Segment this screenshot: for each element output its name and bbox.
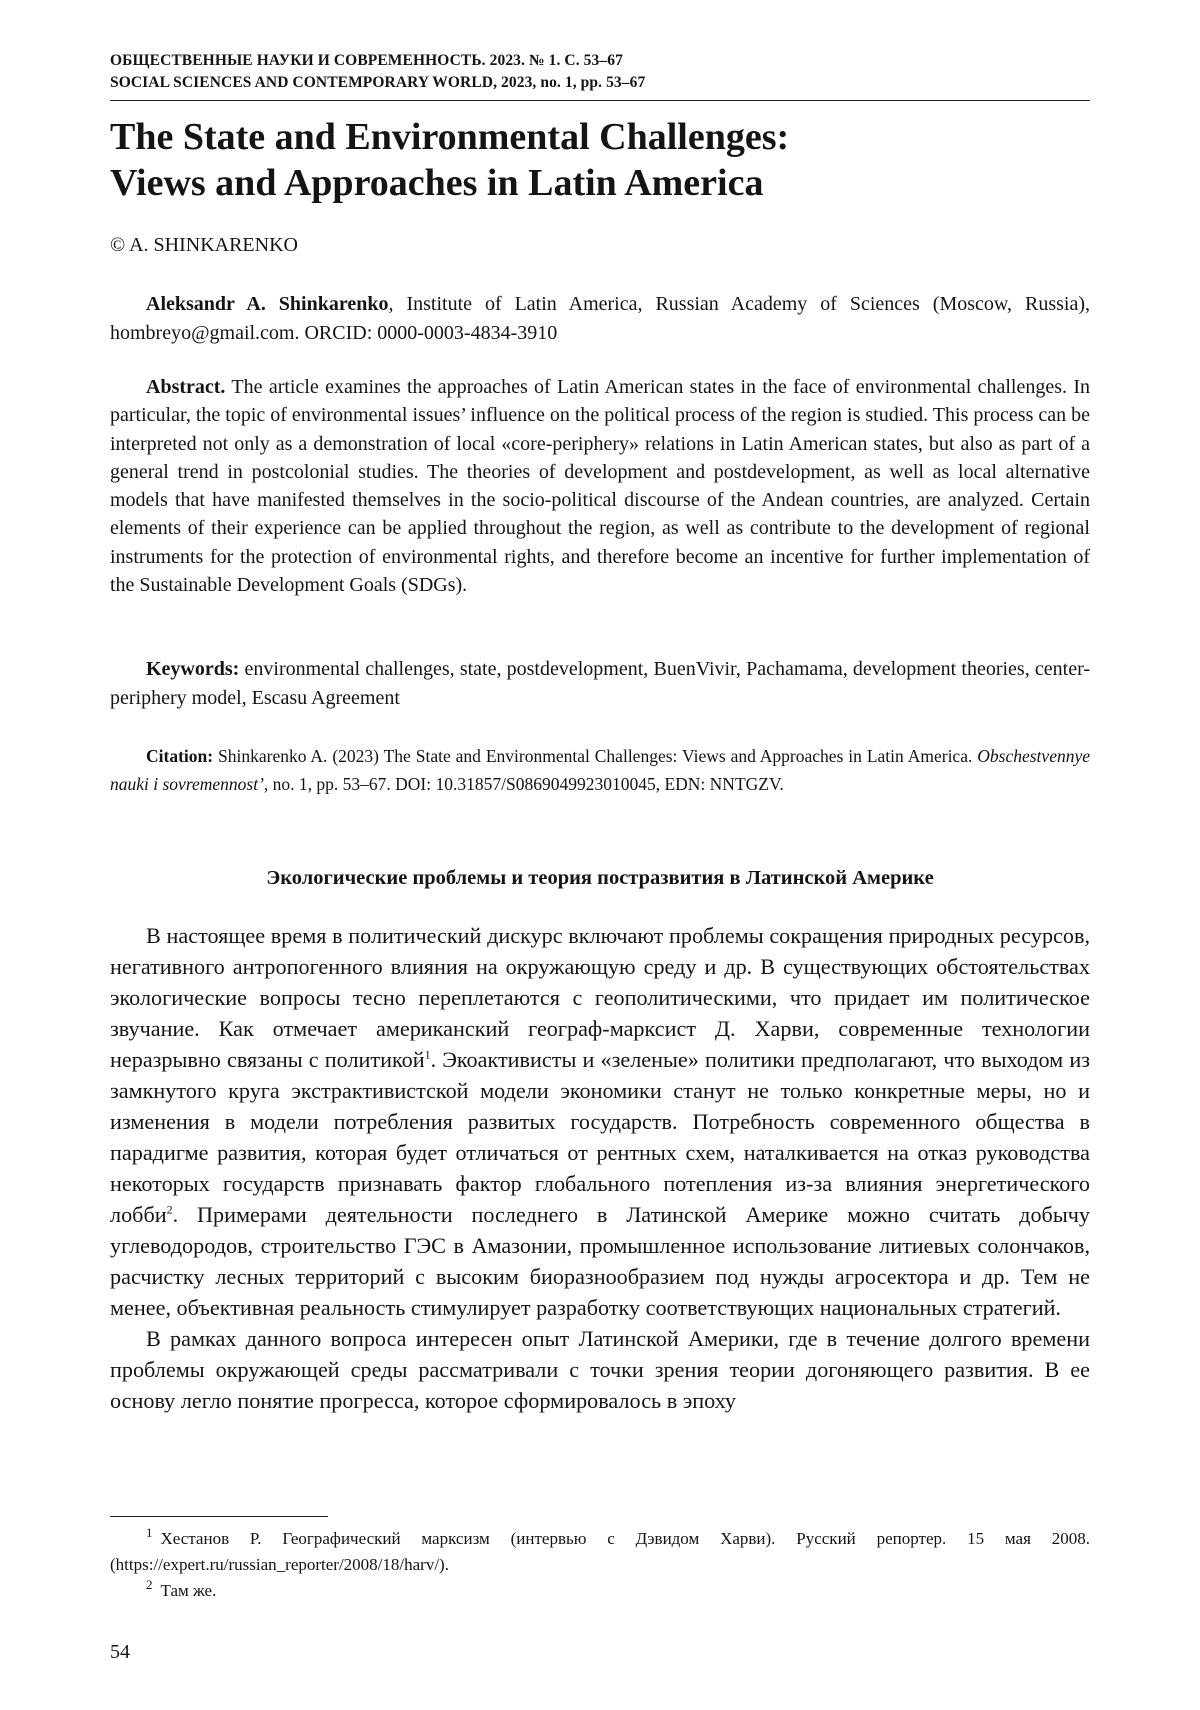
abstract-text: The article examines the approaches of Latin American states in the face of environmental challenges. In particular, the topic of environmental issues’ influence on the political process of the region is studied. This process can be interpreted not only as a demonstration of local «core-periphery» relations in Latin American states, but also as part of a general trend in postcolonial studies. The theories of development and postdevelopment, as well as local alternative models that have manifested themselves in the socio-political discourse of the Andean countries, are analyzed. Certain elements of their experience can be applied throughout the region, as well as contribute to the development of regional instruments for the protection of environmental rights, and therefore become an incentive for further implementation of the Sustainable Development Goals (SDGs).: [110, 376, 1090, 597]
footnote-ref-2[interactable]: 2: [166, 1202, 173, 1217]
keywords: [110, 655, 1090, 712]
journal-header: [110, 50, 1090, 94]
author-name: Aleksandr A. Shinkarenko: [146, 293, 389, 315]
copyright-line: © A. SHINKARENKO: [110, 234, 298, 256]
body-paragraph-1-part-b: . Экоактивисты и «зеленые» политики предполагают, что выходом из замкнутого круга экстрактивистской модели экономики станут не только конкретные меры, но и изменения в модели потребления развитых государств. Потребность современного общества в парадигме развития, которая будет отличаться от рентных схем, наталкивается на отказ руководства некоторых государств признавать фактор глобального потепления из-за влияния энергетического лобби: [110, 1047, 1090, 1227]
author-affiliation: , Institute of Latin America, Russian Academy of Sciences (Moscow, Russia), hombreyo@gmail.com. ORCID: 0000-0003-4834-3910: [110, 293, 1091, 344]
journal-header-en: SOCIAL SCIENCES AND CONTEMPORARY WORLD, 2023, no. 1, pp. 53–67: [110, 74, 646, 91]
keywords-label: Keywords:: [146, 658, 240, 680]
body-paragraph-1: [110, 920, 1090, 1323]
body-paragraph-2: В рамках данного вопроса интересен опыт Латинской Америки, где в течение долгого времени проблемы окружающей среды рассматривали с точки зрения теории догоняющего развития. В ее основу легло понятие прогресса, которое сформировалось в эпоху: [110, 1326, 1090, 1413]
article-title-line-1: The State and Environmental Challenges:: [110, 116, 790, 158]
article-title: [110, 114, 1090, 206]
body-paragraph-1-part-c: . Примерами деятельности последнего в Латинской Америке можно считать добычу углеводородов, строительство ГЭС в Амазонии, промышленное использование литиевых солончаков, расчистку лесных территорий с высоким биоразнообразием под нужды агросектора и др. Тем не менее, объективная реальность стимулирует разработку соответствующих национальных стратегий.: [110, 1202, 1090, 1320]
footnote-ref-1[interactable]: 1: [424, 1047, 431, 1062]
article-title-line-2: Views and Approaches in Latin America: [110, 162, 764, 204]
footnote-rule: [110, 1516, 328, 1517]
footnote-2-number: 2: [146, 1577, 153, 1593]
section-title: Экологические проблемы и теория постразвития в Латинской Америке: [266, 867, 934, 889]
footnote-2-text: Там же.: [160, 1581, 217, 1600]
footnote-2: [110, 1578, 1090, 1604]
abstract-label: Abstract.: [146, 376, 226, 398]
keywords-text: environmental challenges, state, postdevelopment, BuenVivir, Pachamama, development theories, center-periphery model, Escasu Agreement: [110, 658, 1090, 709]
body-text: [110, 920, 1090, 1416]
abstract: [110, 373, 1090, 599]
header-rule: [110, 100, 1090, 101]
footnote-1: [110, 1526, 1090, 1578]
citation-label: Citation:: [146, 746, 214, 766]
citation-text: Shinkarenko A. (2023) The State and Environmental Challenges: Views and Approaches in Latin America.: [213, 746, 978, 766]
citation-tail: , no. 1, pp. 53–67. DOI: 10.31857/S0869049923010045, EDN: NNTGZV.: [263, 774, 784, 794]
page-number: 54: [110, 1641, 130, 1663]
author-info: [110, 290, 1090, 347]
footnotes: [110, 1526, 1090, 1604]
body-paragraph-1-part-a: В настоящее время в политический дискурс включают проблемы сокращения природных ресурсов, негативного антропогенного влияния на окружающую среду и др. В существующих обстоятельствах экологические вопросы тесно переплетаются с геополитическими, что придает им политическое звучание. Как отмечает американский географ-марксист Д. Харви, современные технологии неразрывно связаны с политикой: [110, 923, 1090, 1072]
footnote-1-number: 1: [146, 1525, 153, 1541]
citation: [110, 742, 1090, 798]
citation-journal: Obschestvennye nauki i sovremennost’: [110, 746, 1090, 794]
footnote-1-text: Хестанов Р. Географический марксизм (интервью с Дэвидом Харви). Русский репортер. 15 мая 2008. (https://expert.ru/russian_reporter/2008/18/harv/).: [110, 1529, 1090, 1574]
journal-header-ru: ОБЩЕСТВЕННЫЕ НАУКИ И СОВРЕМЕННОСТЬ. 2023. № 1. С. 53–67: [110, 52, 623, 69]
